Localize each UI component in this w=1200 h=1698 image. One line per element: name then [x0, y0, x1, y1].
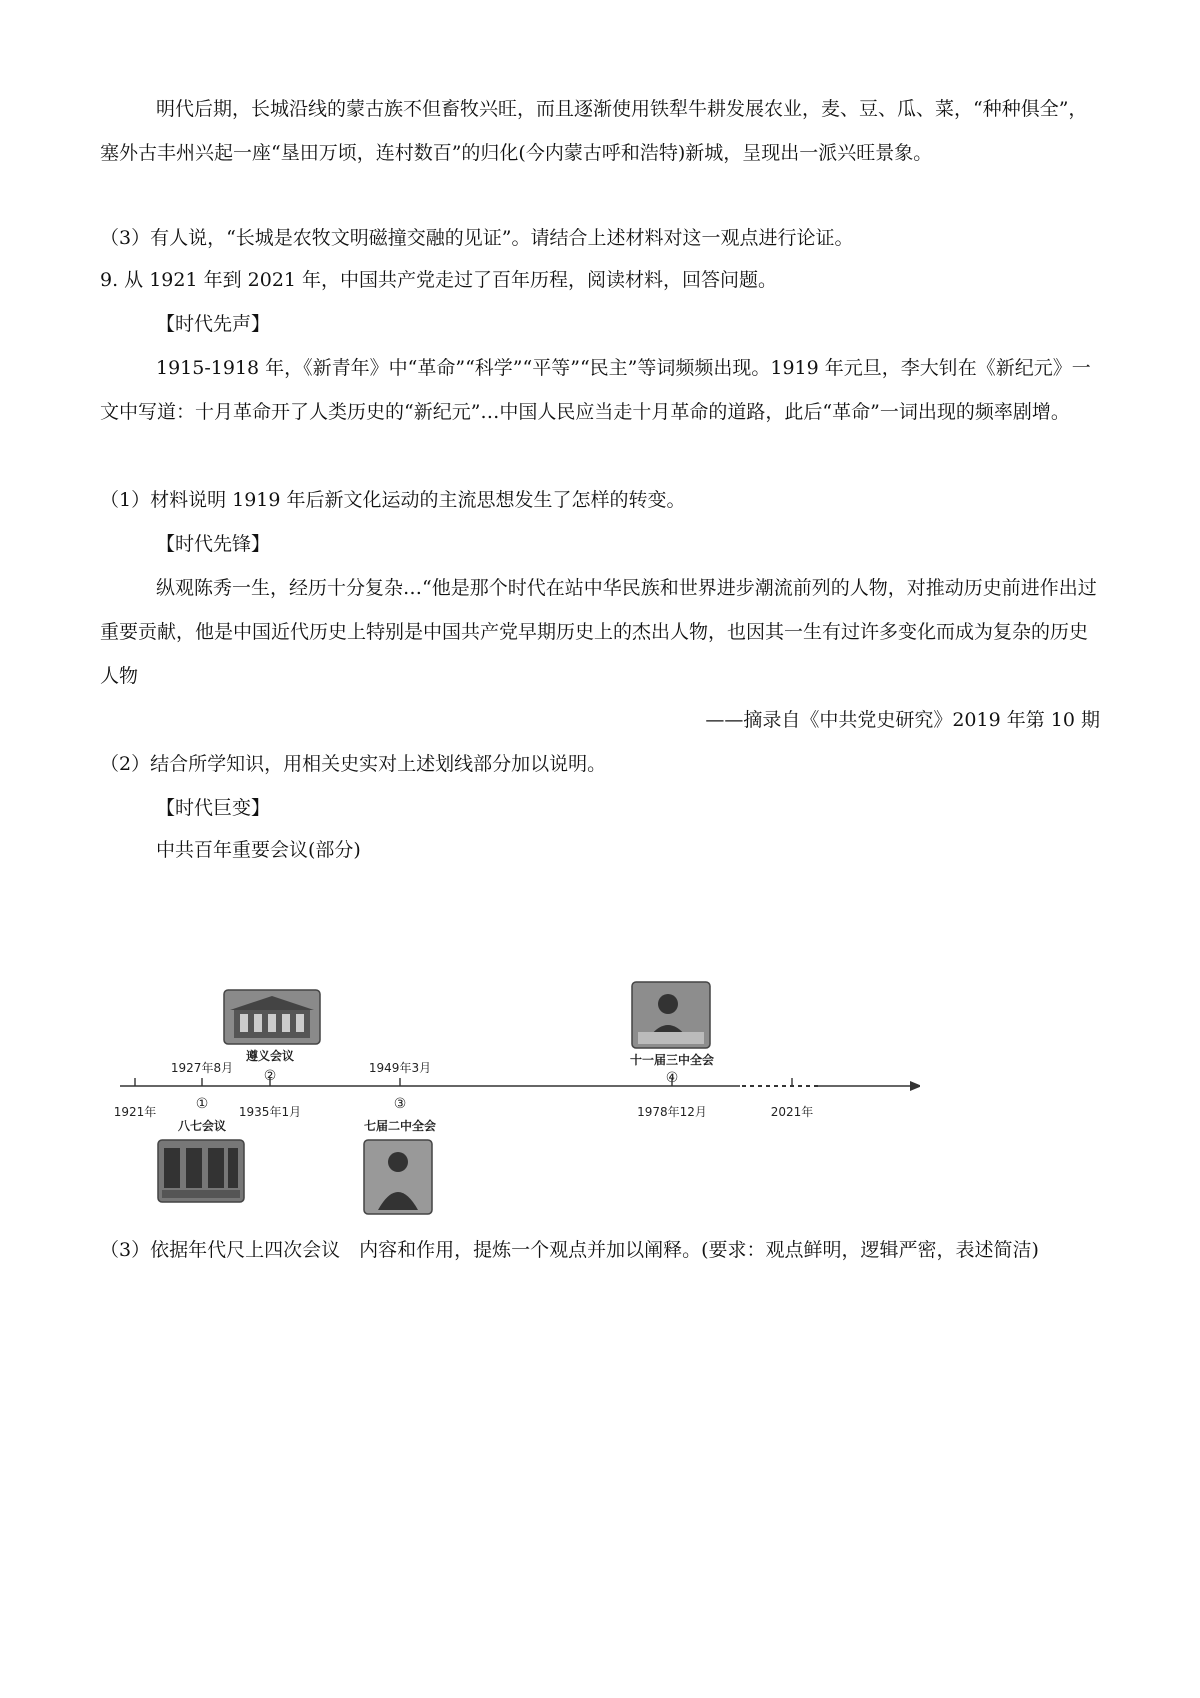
material-paragraph-new-youth: 1915-1918 年，《新青年》中“革命”“科学”“平等”“民主”等词频频出现。1919 年元旦，李大钊在《新纪元》一文中写道：十月革命开了人类历史的“新纪元”…中国人民应当走十月革命的道路，此后“革命”一词出现的频率剧增。 [100, 357, 1091, 423]
sub-question-2: （2）结合所学知识，用相关史实对上述划线部分加以说明。 [100, 753, 607, 775]
event-3-marker: ③ [393, 1096, 407, 1112]
material-source: ——摘录自《中共党史研究》2019 年第 10 期 [705, 709, 1100, 731]
section-title-change: 【时代巨变】 [156, 797, 271, 819]
event-2-marker: ② [263, 1068, 277, 1084]
event-4-photo [632, 982, 710, 1048]
event-3-name: 七届二中全会 [363, 1119, 437, 1133]
event-3-date: 1949年3月 [368, 1061, 432, 1075]
section-title-pioneer: 【时代先锋】 [156, 533, 271, 555]
event-3-photo [364, 1140, 432, 1214]
figure-title: 中共百年重要会议(部分) [156, 839, 361, 861]
event-2-date: 1935年1月 [238, 1105, 302, 1119]
event-1-marker: ① [195, 1096, 209, 1112]
event-4-date: 1978年12月 [637, 1105, 707, 1119]
sub-question-1: （1）材料说明 1919 年后新文化运动的主流思想发生了怎样的转变。 [100, 489, 686, 511]
start-year-label: 1921年 [113, 1105, 157, 1119]
question-3-great-wall: （3）有人说，“长城是农牧文明磁撞交融的见证”。请结合上述材料对这一观点进行论证。 [100, 227, 854, 249]
material-paragraph-ming: 明代后期，长城沿线的蒙古族不但畜牧兴旺，而且逐渐使用铁犁牛耕发展农业，麦、豆、瓜、菜，“种种俱全”，塞外古丰州兴起一座“垦田万顷，连村数百”的归化(今内蒙古呼和浩特)新城，呈现出一派兴旺景象。 [100, 98, 1088, 164]
event-1-photo [158, 1140, 244, 1202]
timeline-figure [110, 948, 920, 1218]
event-2-photo [224, 990, 320, 1044]
sub-question-3: （3）依据年代尺上四次会议 内容和作用，提炼一个观点并加以阐释。(要求：观点鲜明，逻辑严密，表述简洁) [100, 1239, 1039, 1261]
event-1-name: 八七会议 [177, 1119, 227, 1133]
event-4-marker: ④ [665, 1070, 679, 1086]
event-1-date: 1927年8月 [170, 1061, 234, 1075]
event-2-name: 遵义会议 [245, 1049, 295, 1063]
question-9-intro: 9. 从 1921 年到 2021 年，中国共产党走过了百年历程，阅读材料，回答问题。 [100, 269, 778, 291]
timeline-arrow-icon [910, 1081, 920, 1091]
section-title-herald: 【时代先声】 [156, 313, 271, 335]
material-paragraph-chen: 纵观陈秀一生，经历十分复杂…“他是那个时代在站中华民族和世界进步潮流前列的人物，对推动历史前进作出过重要贡献，他是中国近代历史上特别是中国共产党早期历史上的杰出人物，也因其一生有过许多变化而成为复杂的历史人物 [100, 577, 1097, 687]
event-4-name: 十一届三中全会 [629, 1053, 715, 1067]
end-year-label: 2021年 [770, 1105, 814, 1119]
